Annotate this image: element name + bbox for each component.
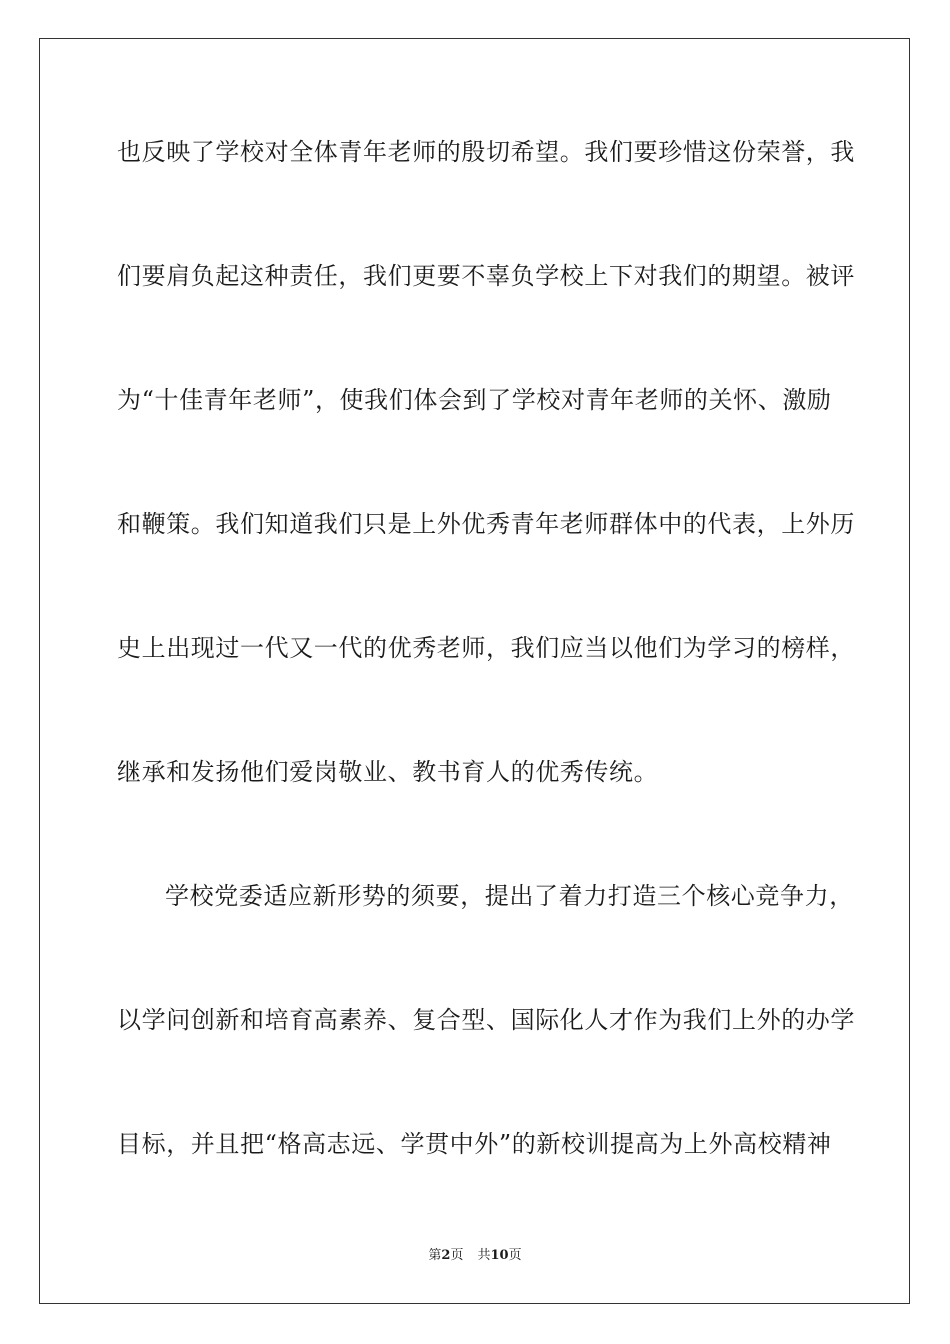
body-line-4: 和鞭策。我们知道我们只是上外优秀青年老师群体中的代表，上外历 <box>117 510 855 538</box>
body-line-8: 以学问创新和培育高素养、复合型、国际化人才作为我们上外的办学 <box>117 1006 855 1034</box>
page-suffix: 页 <box>450 1248 464 1263</box>
body-line-1: 也反映了学校对全体青年老师的殷切希望。我们要珍惜这份荣誉，我 <box>117 138 855 166</box>
page-border <box>39 38 910 1304</box>
total-pages: 10 <box>490 1248 509 1263</box>
body-line-6: 继承和发扬他们爱岗敬业、教书育人的优秀传统。 <box>117 758 659 786</box>
page-footer <box>0 1247 950 1265</box>
total-suffix: 页 <box>508 1248 522 1263</box>
body-line-9: 目标，并且把“格高志远、学贯中外”的新校训提高为上外高校精神 <box>117 1130 832 1158</box>
paragraph-2-first-line: 学校党委适应新形势的须要，提出了着力打造三个核心竞争力， <box>165 882 854 910</box>
body-line-3: 为“十佳青年老师”，使我们体会到了学校对青年老师的关怀、激励 <box>117 386 832 414</box>
total-prefix: 共 <box>477 1248 491 1263</box>
body-line-5: 史上出现过一代又一代的优秀老师，我们应当以他们为学习的榜样， <box>117 634 855 662</box>
page-prefix: 第 <box>428 1248 442 1263</box>
page-number: 2 <box>441 1248 451 1263</box>
body-line-2: 们要肩负起这种责任，我们更要不辜负学校上下对我们的期望。被评 <box>117 262 855 290</box>
